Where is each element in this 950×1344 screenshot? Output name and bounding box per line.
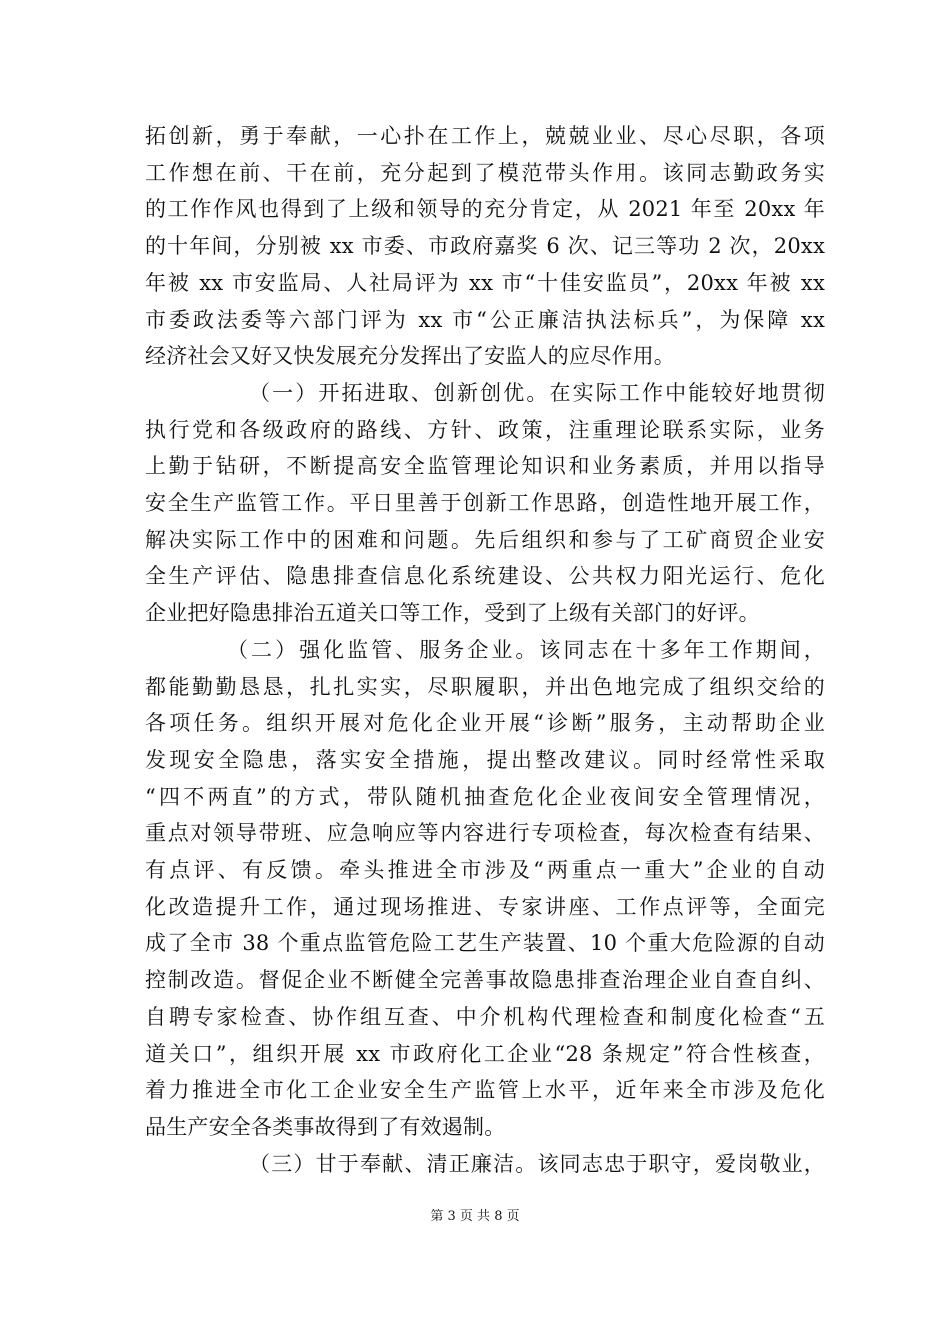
text-line: 拓创新，勇于奉献，一心扑在工作上，兢兢业业、尽心尽职，各项: [145, 124, 825, 148]
text-line: 市委政法委等六部门评为 xx 市“公正廉洁执法标兵”，为保障 xx: [145, 307, 825, 332]
paragraph-2: [145, 375, 825, 632]
text-line: 的十年间，分别被 xx 市委、市政府嘉奖 6 次、记三等功 2 次，20xx: [145, 234, 825, 259]
text-line: 品生产安全各类事故得到了有效遏制。: [145, 1114, 506, 1139]
page-footer: [0, 1205, 950, 1224]
text-line: 安全生产监管工作。平日里善于创新工作思路，创造性地开展工作，: [145, 491, 825, 516]
text-line: 自聘专家检查、协作组互查、中介机构代理检查和制度化检查“五: [145, 1004, 825, 1029]
text-line: 都能勤勤恳恳，扎扎实实，尽职履职，并出色地完成了组织交给的: [145, 674, 825, 699]
text-line: 重点对领导带班、应急响应等内容进行专项检查，每次检查有结果、: [145, 821, 825, 846]
paragraph-3: [145, 632, 825, 1146]
text-line: 解决实际工作中的困难和问题。先后组织和参与了工矿商贸企业安: [145, 527, 825, 552]
paragraph-1: [145, 118, 825, 375]
section-heading-line: （三）甘于奉献、清正廉洁。该同志忠于职守，爱岗敬业，: [249, 1151, 825, 1176]
paragraph-4: [145, 1146, 825, 1183]
text-line: 控制改造。督促企业不断健全完善事故隐患排查治理企业自查自纠、: [145, 968, 825, 993]
section-heading-line: （二）强化监管、服务企业。该同志在十多年工作期间，: [227, 637, 825, 662]
text-line: 各项任务。组织开展对危化企业开展“诊断”服务，主动帮助企业: [145, 711, 825, 736]
text-line: 发现安全隐患，落实安全措施，提出整改建议。同时经常性采取: [145, 747, 825, 772]
text-line: 有点评、有反馈。牵头推进全市涉及“两重点一重大”企业的自动: [145, 858, 825, 883]
text-line: 化改造提升工作，通过现场推进、专家讲座、工作点评等，全面完: [145, 894, 825, 919]
body-text: [145, 118, 825, 1182]
text-line: 道关口”，组织开展 xx 市政府化工企业“28 条规定”符合性核查，: [145, 1041, 825, 1066]
page-number: 第 3 页 共 8 页: [430, 1209, 520, 1224]
text-line: 的工作作风也得到了上级和领导的充分肯定，从 2021 年至 20xx 年: [145, 197, 825, 222]
text-line: 工作想在前、干在前，充分起到了模范带头作用。该同志勤政务实: [145, 160, 825, 185]
text-line: 执行党和各级政府的路线、方针、政策，注重理论联系实际，业务: [145, 417, 825, 442]
text-line: 全生产评估、隐患排查信息化系统建设、公共权力阳光运行、危化: [145, 564, 825, 589]
text-line: 企业把好隐患排治五道关口等工作，受到了上级有关部门的好评。: [145, 601, 760, 626]
text-line: 上勤于钻研，不断提高安全监管理论知识和业务素质，并用以指导: [145, 454, 825, 479]
text-line: 着力推进全市化工企业安全生产监管上水平，近年来全市涉及危化: [145, 1078, 825, 1103]
section-heading-line: （一）开拓进取、创新创优。在实际工作中能较好地贯彻: [249, 380, 825, 405]
text-line: 经济社会又好又快发展充分发挥出了安监人的应尽作用。: [145, 344, 675, 369]
text-line: “四不两直”的方式，带队随机抽查危化企业夜间安全管理情况，: [145, 784, 825, 809]
text-line: 年被 xx 市安监局、人社局评为 xx 市“十佳安监员”，20xx 年被 xx: [145, 270, 825, 295]
text-line: 成了全市 38 个重点监管危险工艺生产装置、10 个重大危险源的自动: [145, 931, 825, 956]
